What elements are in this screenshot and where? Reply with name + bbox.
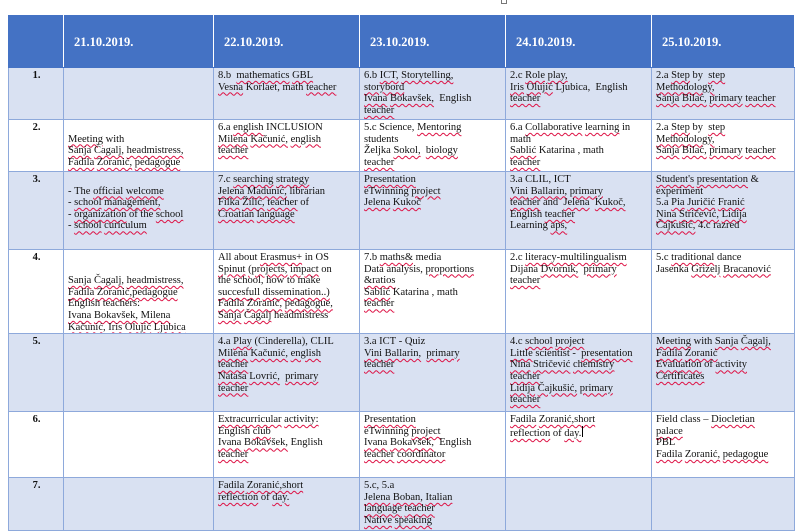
cell-text-line: Certificates xyxy=(656,370,705,382)
schedule-cell[interactable] xyxy=(652,120,795,172)
row-number: 4. xyxy=(9,250,64,334)
cell-text-line: teacher xyxy=(510,394,541,406)
cell-text-line: Iris Olujić Ljubica, English xyxy=(510,81,628,93)
schedule-cell[interactable] xyxy=(506,412,652,478)
cell-text-line: teacher and Jelena Kukoč, xyxy=(510,197,626,209)
cell-text-line: Nina Stričević chemistry xyxy=(510,359,615,371)
schedule-cell[interactable] xyxy=(360,68,506,120)
cell-text-line: Evaluation of activity xyxy=(656,359,747,371)
cell-text-line: teacher coordinator xyxy=(364,448,446,460)
cell-text-line: Croatian language xyxy=(218,208,295,220)
cell-text-line: Presentation xyxy=(364,174,416,185)
cell-text-line: Fadila Zoranić xyxy=(656,347,718,359)
cell-text-line: Student's presentation & xyxy=(656,174,759,185)
cell-text-line: 6.a english INCLUSION xyxy=(218,122,323,133)
cell-text-line: Native speaking xyxy=(364,514,432,526)
cell-text-line: Sanja Čagalj, headmistress, xyxy=(68,275,184,287)
cell-text-line: teacher xyxy=(510,93,541,105)
cell-text-line: Vesna Korlaet, math teacher xyxy=(218,81,337,93)
date-header: 21.10.2019. xyxy=(64,16,214,68)
cell-text-line: Sanja Bilać, primary teacher xyxy=(656,93,776,105)
cell-text-line: 4.c school project xyxy=(510,336,585,348)
date-header: 22.10.2019. xyxy=(214,16,360,68)
schedule-cell[interactable] xyxy=(64,172,214,250)
cell-text-line: &ratios xyxy=(364,275,396,287)
cell-text-line: English teachers: xyxy=(68,298,141,310)
cell-text-line: English teacher xyxy=(510,208,576,220)
schedule-row xyxy=(9,412,795,478)
cell-text-line: palace xyxy=(656,425,683,437)
schedule-cell[interactable] xyxy=(652,172,795,250)
cell-text-line: Meeting with Sanja Čagalj, xyxy=(656,336,771,348)
cell-text-line: Fadila Zoranić,short xyxy=(510,414,596,426)
cell-text-line: 7.c searching strategy xyxy=(218,174,310,185)
cell-text-line: Željka Sokol, biology xyxy=(364,145,458,157)
cell-text-line: 6.a Collaborative learning in xyxy=(510,122,631,133)
page-edge-mark xyxy=(501,0,507,4)
header-corner-cell xyxy=(9,16,64,68)
cell-text-line xyxy=(68,122,210,134)
cell-text-line: Methodology, xyxy=(656,133,715,145)
schedule-cell[interactable] xyxy=(214,172,360,250)
schedule-cell[interactable] xyxy=(64,478,214,531)
cell-text-line: 2.c Role play, xyxy=(510,70,568,81)
row-number: 1. xyxy=(9,68,64,120)
cell-text-line: teacher xyxy=(510,275,541,287)
cell-text-line: 3.a CLIL, ICT xyxy=(510,174,571,185)
cell-text-line: Lidija Čajkušić, primary xyxy=(510,382,613,394)
date-header: 24.10.2019. xyxy=(506,16,652,68)
cell-text-line: 3.a ICT - Quiz xyxy=(364,336,426,348)
cell-text-line: 7.b maths& media xyxy=(364,252,442,263)
cell-text-line: Little scientist - presentation xyxy=(510,347,633,359)
cell-text-line: 2.c literacy-multilingualism xyxy=(510,252,627,263)
schedule-row xyxy=(9,120,795,172)
cell-text-line xyxy=(68,252,210,264)
row-number: 5. xyxy=(9,334,64,412)
cell-text-line: students xyxy=(364,133,399,145)
cell-text-line: Sablić Katarina , math xyxy=(364,286,458,298)
schedule-row xyxy=(9,172,795,250)
schedule-cell[interactable] xyxy=(360,334,506,412)
cell-text-line: teacher xyxy=(364,298,395,310)
cell-text-line: Vini Ballarin, primary xyxy=(364,347,460,359)
cell-text-line: Ivana Bokavšek, English xyxy=(218,437,323,449)
cell-text-line: Milena Kačunić, english xyxy=(218,133,321,145)
schedule-cell[interactable] xyxy=(64,68,214,120)
schedule-cell[interactable] xyxy=(652,334,795,412)
cell-text-line: 2.a Step by step xyxy=(656,70,726,81)
cell-text-line: Kačunić, Iris Olujić Ljubica xyxy=(68,321,186,333)
cell-text-line: Jasenka Grizelj Bracanović xyxy=(656,263,771,275)
cell-text-line: Nina Stričević, Lidija xyxy=(656,208,747,220)
schedule-cell[interactable] xyxy=(506,120,652,172)
schedule-cell[interactable] xyxy=(652,68,795,120)
cell-text-line: teacher xyxy=(218,145,249,157)
cell-text-line: - school management, xyxy=(68,197,161,209)
row-number: 7. xyxy=(9,478,64,531)
schedule-cell[interactable] xyxy=(64,250,214,334)
schedule-cell[interactable] xyxy=(360,412,506,478)
cell-text-line: teacher xyxy=(218,382,249,394)
schedule-cell[interactable] xyxy=(64,412,214,478)
cell-text-line: Fadila Zoranić, pedagogue, xyxy=(218,298,333,310)
cell-text-line: Jelena Kukoč xyxy=(364,197,421,209)
schedule-cell[interactable] xyxy=(652,478,795,531)
cell-text-line: Ivana Bokavšek, Milena xyxy=(68,309,171,321)
cell-text-line: Sanja Bilać, primary teacher xyxy=(656,145,776,157)
cell-text-line: language teacher xyxy=(364,503,435,515)
schedule-cell[interactable] xyxy=(506,250,652,334)
schedule-cell[interactable] xyxy=(64,334,214,412)
cell-text-line: teacher xyxy=(364,104,395,116)
cell-text-line: Dijana Dvornik, primary xyxy=(510,263,617,275)
cell-text-line xyxy=(68,174,210,186)
cell-text-line: the school, how to make xyxy=(218,275,321,287)
cell-text-line: Jelena Madunić, librarian xyxy=(218,185,326,197)
cell-text-line: 5.c traditional dance xyxy=(656,252,742,263)
cell-text-line: - The official welcome xyxy=(68,185,164,197)
cell-text-line: eTwinning project xyxy=(364,425,441,437)
cell-text-line: teacher xyxy=(510,156,541,168)
schedule-row xyxy=(9,334,795,412)
cell-text-line: math xyxy=(510,133,531,145)
schedule-cell[interactable] xyxy=(214,250,360,334)
cell-text-line: Fadila Zoranić,pedagogue xyxy=(68,286,178,298)
schedule-cell[interactable] xyxy=(506,172,652,250)
schedule-cell[interactable] xyxy=(360,172,506,250)
cell-text-line: Fadila Zoranić,short xyxy=(218,480,304,492)
schedule-cell[interactable] xyxy=(360,120,506,172)
schedule-cell[interactable] xyxy=(506,68,652,120)
schedule-cell[interactable] xyxy=(652,412,795,478)
cell-text-line: PBL xyxy=(656,437,676,449)
cell-text-line: 6.b ICT, Storytelling, xyxy=(364,70,454,81)
cell-text-line: 4.a Play (Cinderella), CLIL xyxy=(218,336,334,348)
cell-text-line: Data analysis, proportions xyxy=(364,263,474,275)
cell-text-line: English club xyxy=(218,425,271,437)
cell-text-line: teacher xyxy=(510,370,541,382)
schedule-cell[interactable] xyxy=(64,120,214,172)
schedule-cell[interactable] xyxy=(214,68,360,120)
cell-text-line: Vini Ballarin, primary xyxy=(510,185,603,197)
cell-text-line: Methodology, xyxy=(656,81,715,93)
cell-text-line: Extracurricular activity: xyxy=(218,414,319,426)
cell-text-line: Spinut (projects, impact on xyxy=(218,263,332,275)
row-number: 2. xyxy=(9,120,64,172)
schedule-cell[interactable] xyxy=(506,478,652,531)
cell-text-line: storybord xyxy=(364,81,405,93)
cell-text-line: teacher xyxy=(364,156,395,168)
date-header: 23.10.2019. xyxy=(360,16,506,68)
cell-text-line: 8.b mathematics GBL xyxy=(218,70,314,81)
cell-text-line: Field class – Diocletian xyxy=(656,414,755,426)
cell-text-line: Ivana Bokavšek, English xyxy=(364,93,472,105)
cell-text-line: 5.c Science, Mentoring xyxy=(364,122,462,133)
schedule-cell[interactable] xyxy=(214,478,360,531)
cell-text-line: succesfull dissemination..) xyxy=(218,286,330,298)
cell-text-line: reflection of day. xyxy=(510,427,582,439)
row-number: 3. xyxy=(9,172,64,250)
schedule-cell[interactable] xyxy=(652,250,795,334)
cell-text-line: reflection of day. xyxy=(218,491,290,503)
cell-text-line: - organization of the school xyxy=(68,208,184,220)
cell-text-line: teacher xyxy=(364,359,395,371)
cell-text-line xyxy=(68,264,210,276)
schedule-cell[interactable] xyxy=(214,412,360,478)
cell-text-line: Milena Kačunić, english xyxy=(218,347,321,359)
schedule-cell[interactable] xyxy=(214,120,360,172)
schedule-row xyxy=(9,250,795,334)
date-header: 25.10.2019. xyxy=(652,16,795,68)
row-number: 6. xyxy=(9,412,64,478)
cell-text-line: All about Erasmus+ in OS xyxy=(218,252,329,263)
cell-text-line: Fadila Zoranić, pedagogue xyxy=(68,156,181,168)
schedule-cell[interactable] xyxy=(214,334,360,412)
cell-text-line: Sanja Čagalj headmistress xyxy=(218,309,329,321)
cell-text-line: Learning aps, xyxy=(510,220,568,232)
cell-text-line: experiment xyxy=(656,185,704,197)
cell-text-line: Ivana Bokavšek, English xyxy=(364,437,472,449)
cell-text-line: - school curiculum xyxy=(68,220,147,232)
schedule-cell[interactable] xyxy=(360,478,506,531)
cell-text-line: Presentation xyxy=(364,414,416,426)
cell-text-line: 5.c, 5.a xyxy=(364,480,395,492)
schedule-cell[interactable] xyxy=(360,250,506,334)
schedule-row xyxy=(9,68,795,120)
cell-text-line: Čajkušić, 4.c razred xyxy=(656,220,740,232)
cell-text-line: teacher xyxy=(218,448,249,460)
cell-text-line: Meeting with xyxy=(68,133,125,145)
cell-text-line: Jelena Boban, Italian xyxy=(364,491,453,503)
cell-text-line: Fadila Zoranić, pedagogue xyxy=(656,448,769,460)
cell-text-line: Nataša Lovrić, primary xyxy=(218,370,319,382)
cell-text-line: Filka Žilić, teacher of xyxy=(218,197,309,209)
cell-text-line: teacher xyxy=(218,359,249,371)
schedule-row xyxy=(9,478,795,531)
cell-text-line: eTwinning project xyxy=(364,185,441,197)
schedule-cell[interactable] xyxy=(506,334,652,412)
cell-text-line: 2.a Step by step xyxy=(656,122,726,133)
schedule-table xyxy=(8,15,795,531)
cell-text-line: Sablić Katarina , math xyxy=(510,145,604,157)
cell-text-line: 5.a Pia Juričić Franić xyxy=(656,197,745,209)
text-cursor xyxy=(582,426,583,437)
cell-text-line: Sanja Čagalj, headmistress, xyxy=(68,145,184,157)
header-row xyxy=(9,16,795,68)
